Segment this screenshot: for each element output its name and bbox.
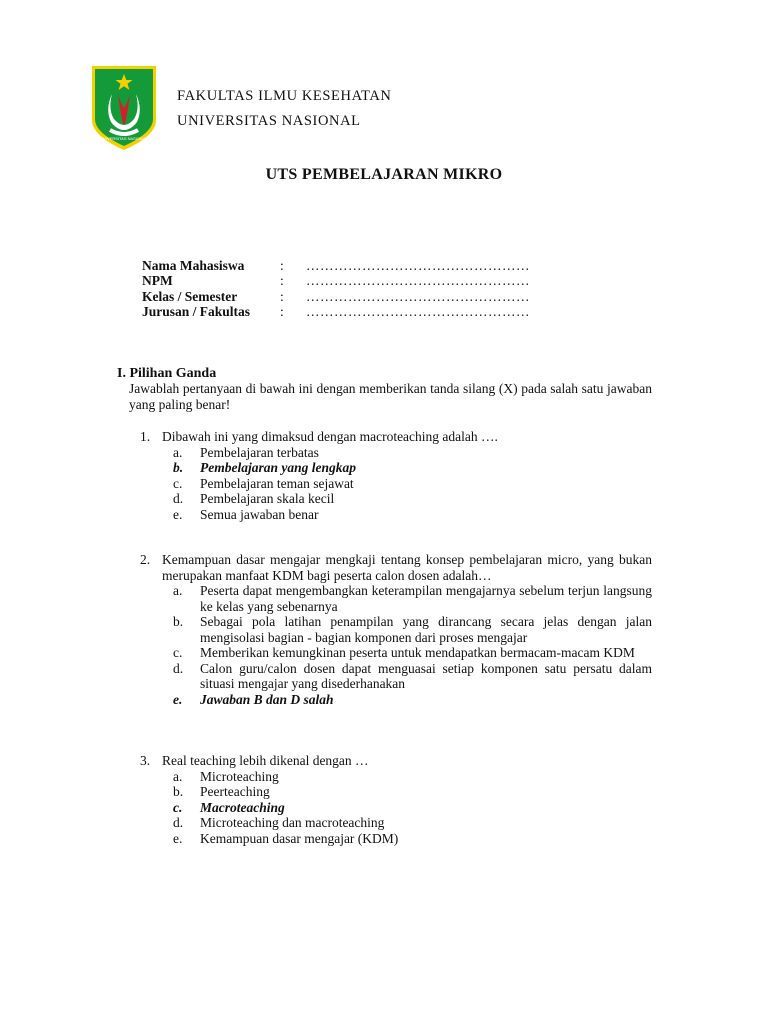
identity-fill-line[interactable]: ………………………………………… [306, 273, 530, 288]
option-letter: c. [173, 475, 183, 491]
option-a[interactable] [140, 769, 652, 785]
question-text: Kemampuan dasar mengajar mengkaji tentang konsep pembelajaran micro, yang bukan merupakan manfaat KDM bagi peserta calon dosen adalah… [162, 552, 652, 583]
question-3 [140, 753, 652, 846]
option-letter: e. [173, 506, 183, 522]
option-text: Macroteaching [200, 799, 285, 815]
identity-row-major [142, 304, 562, 320]
question-number: 3. [140, 753, 151, 768]
option-d[interactable] [140, 815, 652, 831]
option-text: Pembelajaran teman sejawat [200, 475, 354, 491]
option-letter: e. [173, 691, 183, 707]
option-c[interactable] [140, 645, 652, 661]
option-text: Sebagai pola latihan penampilan yang dirancang secara jelas dengan jalan mengisolasi bagian - bagian komponen dari proses mengajar [200, 614, 652, 645]
identity-label: Kelas / Semester [142, 289, 238, 304]
identity-colon: : [280, 258, 284, 273]
option-text: Semua jawaban benar [200, 506, 319, 522]
option-text: Pembelajaran yang lengkap [200, 460, 356, 475]
identity-fill-line[interactable]: ………………………………………… [306, 258, 530, 273]
identity-label: Nama Mahasiswa [142, 258, 245, 273]
option-text: Peerteaching [200, 784, 270, 799]
option-c[interactable] [140, 476, 652, 492]
option-d[interactable] [140, 491, 652, 507]
question-1 [140, 429, 652, 522]
question-text: Real teaching lebih dikenal dengan … [162, 753, 369, 768]
university-logo [90, 64, 158, 152]
option-list [140, 769, 652, 847]
option-letter: a. [173, 444, 183, 460]
option-list [140, 445, 652, 523]
option-letter: d. [173, 491, 184, 506]
option-text: Jawaban B dan D salah [200, 691, 334, 707]
svg-text:UNIVERSITAS NASIONAL: UNIVERSITAS NASIONAL [100, 136, 148, 141]
question-text: Dibawah ini yang dimaksud dengan macroteaching adalah …. [162, 429, 498, 444]
option-b[interactable] [140, 614, 652, 645]
option-text: Microteaching dan macroteaching [200, 815, 385, 830]
option-letter: b. [173, 784, 184, 799]
option-e[interactable] [140, 507, 652, 523]
option-letter: b. [173, 460, 184, 475]
option-letter: d. [173, 815, 184, 830]
identity-label: Jurusan / Fakultas [142, 304, 251, 319]
option-text: Pembelajaran skala kecil [200, 491, 335, 506]
section-instruction: Jawablah pertanyaan di bawah ini dengan memberikan tanda silang (X) pada salah satu jawaban yang paling benar! [129, 381, 652, 412]
option-e[interactable] [140, 692, 652, 708]
option-letter: e. [173, 830, 183, 846]
identity-colon: : [280, 304, 284, 319]
identity-fill-line[interactable]: ………………………………………… [306, 289, 530, 304]
option-text: Peserta dapat mengembangkan keterampilan mengajarnya sebelum terjun langsung ke kelas yang sebenarnya [200, 583, 652, 614]
option-letter: d. [173, 660, 184, 676]
section-title: I. Pilihan Ganda [117, 366, 217, 381]
faculty-name: FAKULTAS ILMU KESEHATAN [177, 88, 392, 104]
question-number: 1. [140, 429, 151, 444]
question-2 [140, 552, 652, 707]
option-letter: a. [173, 583, 183, 598]
identity-row-class [142, 289, 562, 305]
option-text: Pembelajaran terbatas [200, 444, 319, 460]
option-text: Calon guru/calon dosen dapat menguasai setiap komponen satu persatu dalam situasi mengajar yang disederhanakan [200, 660, 652, 691]
option-list [140, 583, 652, 707]
option-a[interactable] [140, 445, 652, 461]
option-text: Memberikan kemungkinan peserta untuk mendapatkan bermacam-macam KDM [200, 645, 635, 660]
option-letter: b. [173, 614, 184, 629]
option-d[interactable] [140, 661, 652, 692]
option-b[interactable] [140, 784, 652, 800]
exam-title: UTS PEMBELAJARAN MIKRO [265, 166, 503, 183]
option-text: Microteaching [200, 768, 279, 784]
option-letter: a. [173, 768, 183, 784]
option-text: Kemampuan dasar mengajar (KDM) [200, 830, 399, 846]
option-e[interactable] [140, 831, 652, 847]
question-number: 2. [140, 552, 151, 567]
identity-row-name [142, 258, 562, 274]
option-letter: c. [173, 799, 183, 815]
identity-row-npm [142, 273, 562, 289]
identity-colon: : [280, 289, 284, 304]
option-letter: c. [173, 645, 183, 660]
option-a[interactable] [140, 583, 652, 614]
identity-colon: : [280, 273, 284, 288]
university-name: UNIVERSITAS NASIONAL [177, 113, 361, 129]
identity-label: NPM [142, 273, 173, 288]
option-c[interactable] [140, 800, 652, 816]
identity-fill-line[interactable]: ………………………………………… [306, 304, 530, 319]
option-b[interactable] [140, 460, 652, 476]
